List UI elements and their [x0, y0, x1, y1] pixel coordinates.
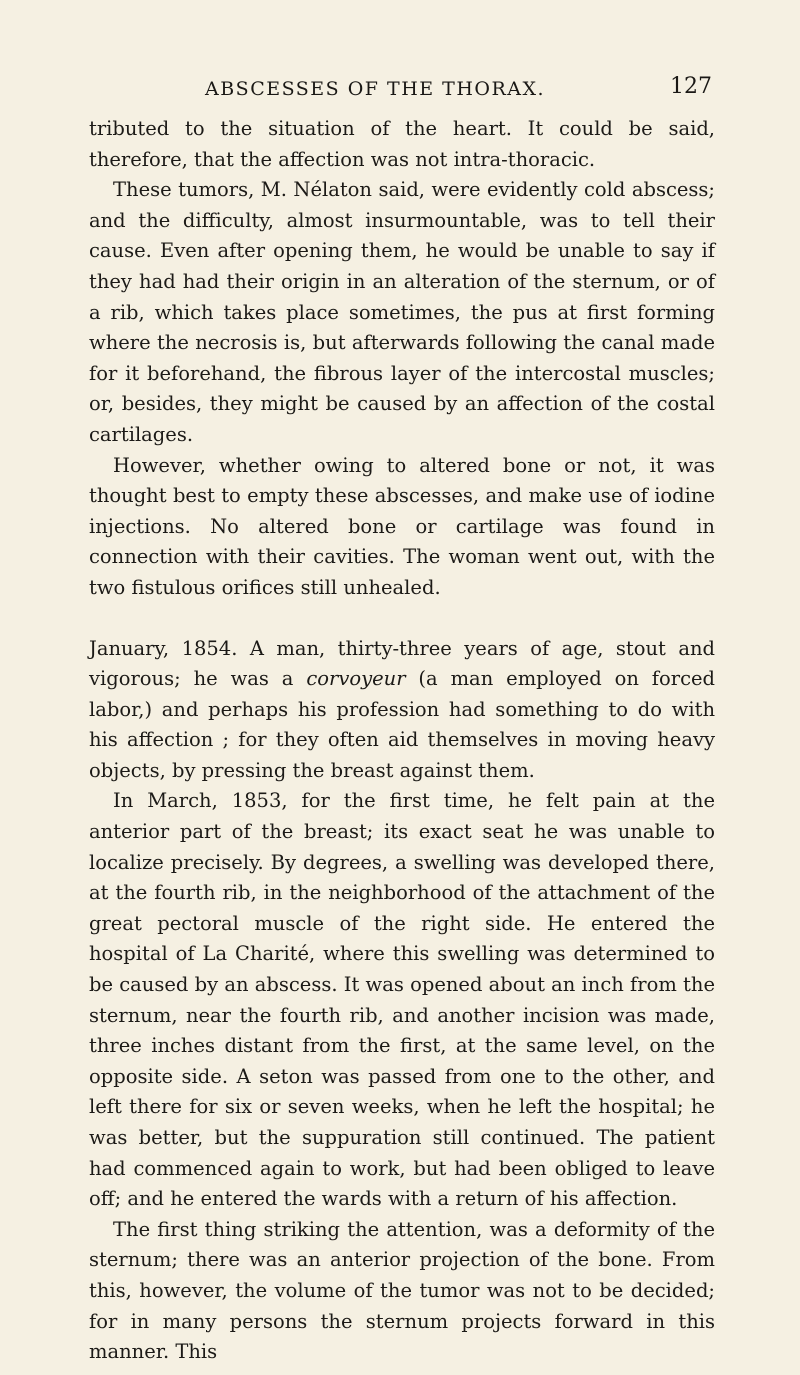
paragraph-continued: tributed to the situation of the heart. It could be said, therefore, that the affection was not intra-thoracic.	[89, 117, 715, 171]
paragraph-tumors: These tumors, M. Nélaton said, were evidently cold abscess; and the difficulty, almost insurmountable, was to tell their cause. Even after opening them, he would be unable to say if they had had their origin in an alteration of the sternum, or of a rib, which takes place sometimes, the pus at first forming where the necrosis is, but afterwards following the canal made for it beforehand, the fibrous layer of the intercostal muscles; or, besides, they might be caused by an affection of the costal cartilages.	[89, 178, 715, 446]
paragraph-however: However, whether owing to altered bone or not, it was thought best to empty these abscesses, and make use of iodine injections. No altered bone or cartilage was found in connection with their cavities. The woman went out, with the two fistulous orifices still unhealed.	[89, 453, 715, 599]
paragraph-first-thing: The first thing striking the attention, was a deformity of the sternum; there was an anterior projection of the bone. From this, however, the volume of the tumor was not to be decided; for in many persons the sternum projects forward in this manner. This	[89, 1217, 715, 1364]
case-text-start: January, 1854. A man, thirty-three years of age, stout and vigorous; he was a	[89, 636, 715, 691]
page-number: 127	[670, 74, 712, 99]
body-text	[89, 114, 715, 1368]
paragraph-march: In March, 1853, for the first time, he felt pain at the anterior part of the breast; its exact seat he was unable to localize precisely. By degrees, a swelling was developed there, at the fourth rib, in the neighborhood of the attachment of the great pectoral muscle of the right side. He entered the hospital of La Charité, where this swelling was determined to be caused by an abscess. It was opened about an inch from the sternum, near the fourth rib, and another incision was made, three inches distant from the first, at the same level, on the opposite side. A seton was passed from one to the other, and left there for six or seven weeks, when he left the hospital; he was better, but the suppuration still continued. The patient had commenced again to work, but had been obliged to leave off; and he entered the wards with a return of his affection.	[89, 789, 715, 1211]
italic-term: corvoyeur	[306, 667, 406, 691]
running-title: ABSCESSES OF THE THORAX.	[205, 78, 546, 100]
paragraph-case-january	[89, 634, 715, 787]
case-text-end: (a man employed on forced labor,) and perhaps his profession had something to do with his affection ; for they often aid themselves in moving heavy objects, by pressing the breast against them.	[89, 667, 716, 782]
page-header	[100, 74, 712, 108]
